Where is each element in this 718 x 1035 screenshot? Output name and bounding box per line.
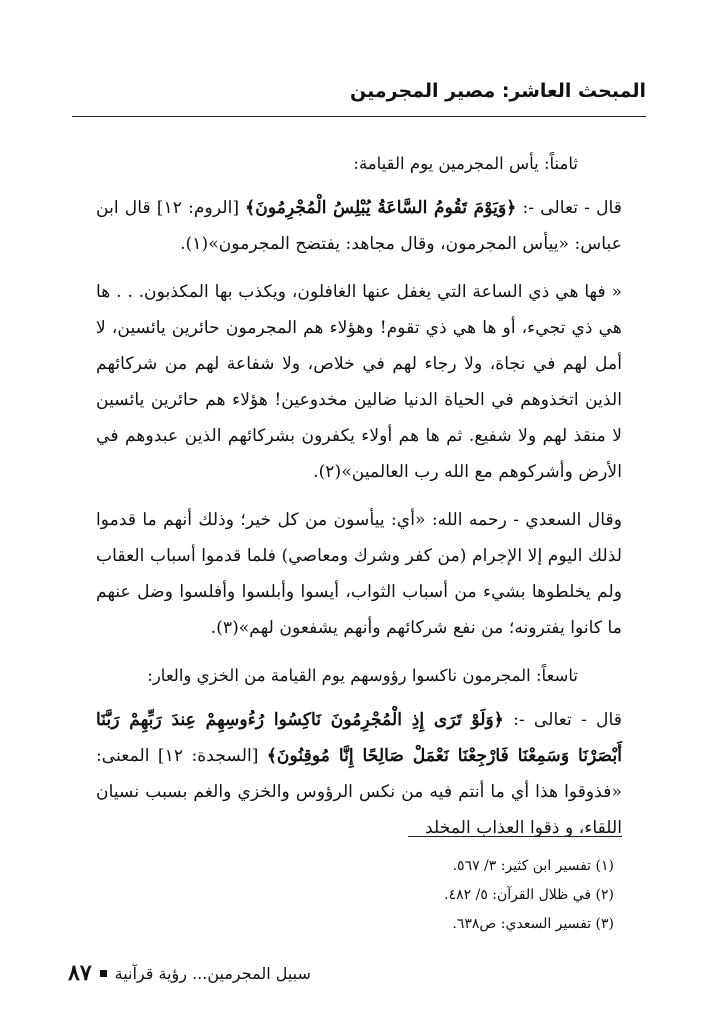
- quran-verse: ﴿وَيَوْمَ تَقُومُ السَّاعَةُ يُبْلِسُ الْمُجْرِمُونَ﴾: [245, 198, 517, 218]
- main-text: [96, 146, 622, 846]
- verse-commentary: [السجدة: ١٢] المعنى: «فذوقوا هذا أي ما أنتم فيه من نكس الرؤوس والخزي والغم بسبب نسيان اللقاء، و ذقوا العذاب المخلد: [96, 746, 622, 838]
- verse-intro: قال - تعالى -:: [503, 710, 622, 730]
- footnotes: [96, 852, 622, 939]
- paragraph: [96, 702, 622, 846]
- section-heading-8: ثامناً: يأس المجرمين يوم القيامة:: [353, 154, 578, 173]
- footnote: (١) تفسير ابن كثير: ٣/ ٥٦٧.: [452, 858, 614, 874]
- page-footer: [68, 960, 311, 986]
- header-divider: [72, 116, 646, 117]
- chapter-title: المبحث العاشر: مصير المجرمين: [350, 80, 646, 102]
- footnote: (٢) في ظلال القرآن: ٥/ ٤٨٢.: [444, 887, 614, 903]
- paragraph: [96, 190, 622, 262]
- footnote: (٣) تفسير السعدي: ص٦٣٨.: [452, 916, 614, 932]
- paragraph: وقال السعدي - رحمه الله: «أي: ييأسون من كل خير؛ وذلك أنهم ما قدموا لذلك اليوم إلا الإجرام (من كفر وشرك ومعاصي) فلما قدموا أسباب العقاب ولم يخلطوها بشيء من أسباب الثواب، أيسوا وأبلسوا وأفلسوا وضل عنهم ما كانوا يفترونه؛ من نفع شركائهم وأنهم يشفعون لهم»(٣).: [96, 510, 622, 638]
- page-number: ٨٧: [68, 960, 92, 986]
- section-heading-9: تاسعاً: المجرمون ناكسوا رؤوسهم يوم القيامة من الخزي والعار:: [147, 666, 578, 685]
- running-header: [72, 68, 646, 116]
- verse-intro: قال - تعالى -:: [516, 198, 623, 218]
- verse-commentary: [الروم: ١٢] قال ابن عباس: «ييأس المجرمون، وقال مجاهد: يفتضح المجرمون»(١).: [96, 198, 622, 254]
- quran-verse: ﴿وَلَوْ تَرَى إِذِ الْمُجْرِمُونَ نَاكِسُوا رُءُوسِهِمْ عِندَ رَبِّهِمْ رَبَّنَا أَبْصَرْنَا وَسَمِعْنَا فَارْجِعْنَا نَعْمَلْ صَالِحًا إِنَّا مُوقِنُونَ﴾: [96, 710, 622, 766]
- square-bullet-icon: [100, 970, 107, 977]
- paragraph: « فها هي ذي الساعة التي يغفل عنها الغافلون، ويكذب بها المكذبون. . . ها هي ذي تجيء، أو ها هي ذي تقوم! وهؤلاء هم المجرمون حائرين يائسين، لا أمل لهم في نجاة، ولا رجاء لهم في خلاص، ولا شفاعة لهم من شركائهم الذين اتخذوهم في الحياة الدنيا ضالين مخدوعين! هؤلاء هم حائرين يائسين لا منقذ لهم ولا شفيع. ثم ها هم أولاء يكفرون بشركائهم الذين عبدوهم في الأرض وأشركوهم مع الله رب العالمين»(٢).: [96, 282, 622, 482]
- book-title: سبيل المجرمين... رؤية قرآنية: [114, 963, 311, 983]
- footnote-divider: [408, 836, 622, 837]
